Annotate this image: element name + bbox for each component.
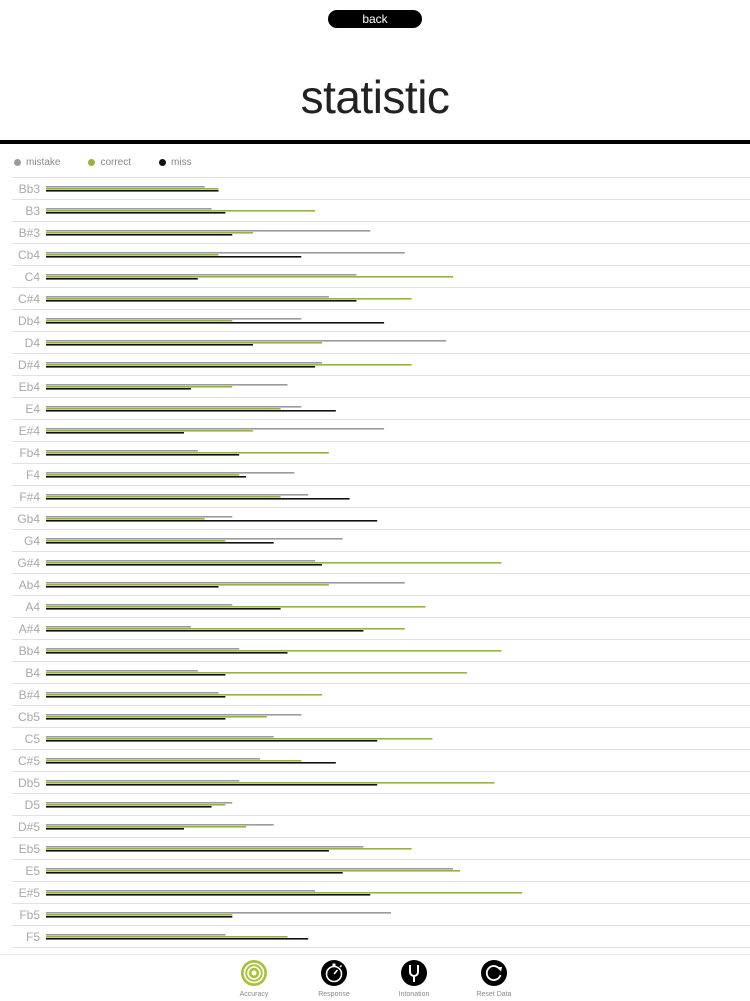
bar-mistake — [46, 516, 232, 518]
tab-response[interactable] — [294, 959, 374, 998]
note-label: C#4 — [17, 292, 40, 306]
note-label: B#3 — [18, 226, 40, 240]
bar-correct — [46, 386, 232, 388]
bar-miss — [46, 454, 239, 456]
bar-miss — [46, 850, 329, 852]
bar-correct — [46, 738, 432, 740]
bar-miss — [46, 828, 184, 830]
bar-mistake — [46, 560, 315, 562]
note-label: A#4 — [18, 622, 40, 636]
bar-mistake — [46, 626, 191, 628]
note-label: E#5 — [18, 886, 40, 900]
bar-mistake — [46, 648, 239, 650]
note-label: E#4 — [18, 424, 40, 438]
bar-miss — [46, 652, 288, 654]
note-label: Fb5 — [19, 908, 40, 922]
back-button[interactable]: back — [328, 10, 422, 28]
bar-miss — [46, 872, 343, 874]
bar-correct — [46, 342, 322, 344]
legend-item-correct — [88, 156, 131, 168]
bar-mistake — [46, 428, 384, 430]
bar-mistake — [46, 208, 212, 210]
bar-miss — [46, 718, 225, 720]
bottom-tab-bar — [0, 954, 750, 1001]
note-label: Eb5 — [18, 842, 40, 856]
note-label: C4 — [24, 270, 40, 284]
bar-miss — [46, 674, 225, 676]
bar-mistake — [46, 890, 315, 892]
note-label: C5 — [24, 732, 40, 746]
legend-label-mistake: mistake — [26, 156, 61, 168]
bar-miss — [46, 806, 212, 808]
bar-correct — [46, 430, 253, 432]
bar-mistake — [46, 714, 301, 716]
note-label: G#4 — [17, 556, 40, 570]
bar-mistake — [46, 758, 260, 760]
note-label: D#4 — [17, 358, 40, 372]
bar-miss — [46, 938, 308, 940]
bar-mistake — [46, 230, 370, 232]
bar-correct — [46, 760, 301, 762]
stopwatch-icon — [320, 959, 348, 987]
bar-miss — [46, 784, 377, 786]
bar-mistake — [46, 912, 391, 914]
bar-mistake — [46, 692, 219, 694]
bar-mistake — [46, 362, 322, 364]
bar-correct — [46, 452, 329, 454]
bar-miss — [46, 190, 219, 192]
tab-intonation[interactable] — [374, 959, 454, 998]
bar-correct — [46, 936, 288, 938]
bar-miss — [46, 520, 377, 522]
bar-correct — [46, 496, 281, 498]
bar-mistake — [46, 780, 239, 782]
target-icon — [240, 959, 268, 987]
bar-correct — [46, 540, 225, 542]
note-label: Eb4 — [18, 380, 40, 394]
bar-miss — [46, 586, 219, 588]
bar-miss — [46, 432, 184, 434]
chart-legend — [14, 156, 220, 168]
note-label: Db5 — [17, 776, 40, 790]
tab-reset-data[interactable] — [454, 959, 534, 998]
note-label: D5 — [24, 798, 40, 812]
note-label: D#5 — [17, 820, 40, 834]
note-label: Cb5 — [17, 710, 40, 724]
bar-correct — [46, 782, 495, 784]
bar-mistake — [46, 802, 232, 804]
note-label: Bb3 — [18, 182, 40, 196]
bar-miss — [46, 256, 301, 258]
bar-miss — [46, 234, 232, 236]
note-label: A4 — [25, 600, 40, 614]
tab-accuracy[interactable] — [214, 959, 294, 998]
bar-correct — [46, 518, 205, 520]
bar-correct — [46, 606, 426, 608]
tab-label-accuracy: Accuracy — [239, 991, 269, 998]
bar-correct — [46, 254, 219, 256]
bar-correct — [46, 716, 267, 718]
bar-mistake — [46, 384, 288, 386]
bar-mistake — [46, 736, 274, 738]
note-label: Gb4 — [17, 512, 40, 526]
note-label: F4 — [25, 468, 40, 482]
bar-miss — [46, 498, 350, 500]
bar-miss — [46, 696, 225, 698]
note-label: Fb4 — [19, 446, 40, 460]
note-label: Db4 — [17, 314, 40, 328]
bar-correct — [46, 320, 232, 322]
tab-label-reset-data: Reset Data — [476, 991, 512, 998]
note-label: Bb4 — [18, 644, 40, 658]
legend-swatch-mistake — [14, 159, 21, 166]
bar-mistake — [46, 582, 405, 584]
bar-miss — [46, 542, 274, 544]
legend-item-mistake — [14, 156, 60, 168]
bar-correct — [46, 364, 412, 366]
bar-correct — [46, 474, 239, 476]
legend-item-miss — [159, 156, 192, 168]
bar-mistake — [46, 472, 294, 474]
bar-mistake — [46, 494, 308, 496]
bar-mistake — [46, 186, 205, 188]
legend-label-miss: miss — [171, 156, 192, 168]
bar-miss — [46, 894, 370, 896]
bar-correct — [46, 408, 281, 410]
note-label: Ab4 — [18, 578, 40, 592]
bar-correct — [46, 892, 522, 894]
bar-mistake — [46, 868, 453, 870]
bar-mistake — [46, 846, 363, 848]
bar-mistake — [46, 252, 405, 254]
legend-swatch-miss — [159, 159, 166, 166]
note-label: G4 — [23, 534, 40, 548]
bar-mistake — [46, 318, 301, 320]
bar-correct — [46, 584, 329, 586]
bar-correct — [46, 914, 232, 916]
note-label: D4 — [24, 336, 40, 350]
bar-miss — [46, 278, 198, 280]
tab-label-intonation: Intonation — [398, 991, 430, 998]
bar-mistake — [46, 934, 225, 936]
note-label: E4 — [25, 402, 40, 416]
bar-correct — [46, 826, 246, 828]
bar-correct — [46, 232, 253, 234]
bar-mistake — [46, 296, 329, 298]
bar-miss — [46, 916, 232, 918]
bar-miss — [46, 410, 336, 412]
bar-correct — [46, 650, 501, 652]
bar-correct — [46, 694, 322, 696]
note-label: E5 — [25, 864, 40, 878]
bar-miss — [46, 366, 315, 368]
bar-mistake — [46, 340, 446, 342]
bar-miss — [46, 300, 357, 302]
bar-mistake — [46, 274, 357, 276]
bar-mistake — [46, 604, 232, 606]
legend-swatch-correct — [88, 159, 95, 166]
bar-miss — [46, 630, 363, 632]
note-label: B3 — [25, 204, 40, 218]
page-title: statistic — [300, 71, 450, 123]
bar-correct — [46, 672, 467, 674]
bar-mistake — [46, 450, 198, 452]
bar-mistake — [46, 406, 301, 408]
bar-miss — [46, 762, 336, 764]
bar-mistake — [46, 824, 274, 826]
bar-miss — [46, 388, 191, 390]
bar-mistake — [46, 538, 343, 540]
bar-correct — [46, 848, 412, 850]
bar-miss — [46, 476, 246, 478]
reset-icon — [480, 959, 508, 987]
note-statistic-chart[interactable] — [0, 177, 750, 955]
bar-correct — [46, 628, 405, 630]
legend-label-correct: correct — [100, 156, 132, 168]
bar-mistake — [46, 670, 198, 672]
bar-correct — [46, 276, 453, 278]
bar-miss — [46, 740, 377, 742]
bar-correct — [46, 804, 225, 806]
tab-label-response: Response — [318, 991, 350, 998]
bar-miss — [46, 564, 322, 566]
bar-correct — [46, 870, 460, 872]
note-label: B4 — [25, 666, 40, 680]
bar-correct — [46, 188, 219, 190]
note-label: F#4 — [19, 490, 40, 504]
tuning-fork-icon — [400, 959, 428, 987]
note-label: F5 — [25, 930, 40, 944]
note-label: Cb4 — [17, 248, 40, 262]
bar-miss — [46, 608, 281, 610]
bar-correct — [46, 210, 315, 212]
note-label: C#5 — [17, 754, 40, 768]
bar-correct — [46, 298, 412, 300]
bar-miss — [46, 344, 253, 346]
bar-miss — [46, 212, 225, 214]
note-label: B#4 — [18, 688, 40, 702]
bar-correct — [46, 562, 501, 564]
title-divider — [0, 140, 750, 144]
bar-miss — [46, 322, 384, 324]
